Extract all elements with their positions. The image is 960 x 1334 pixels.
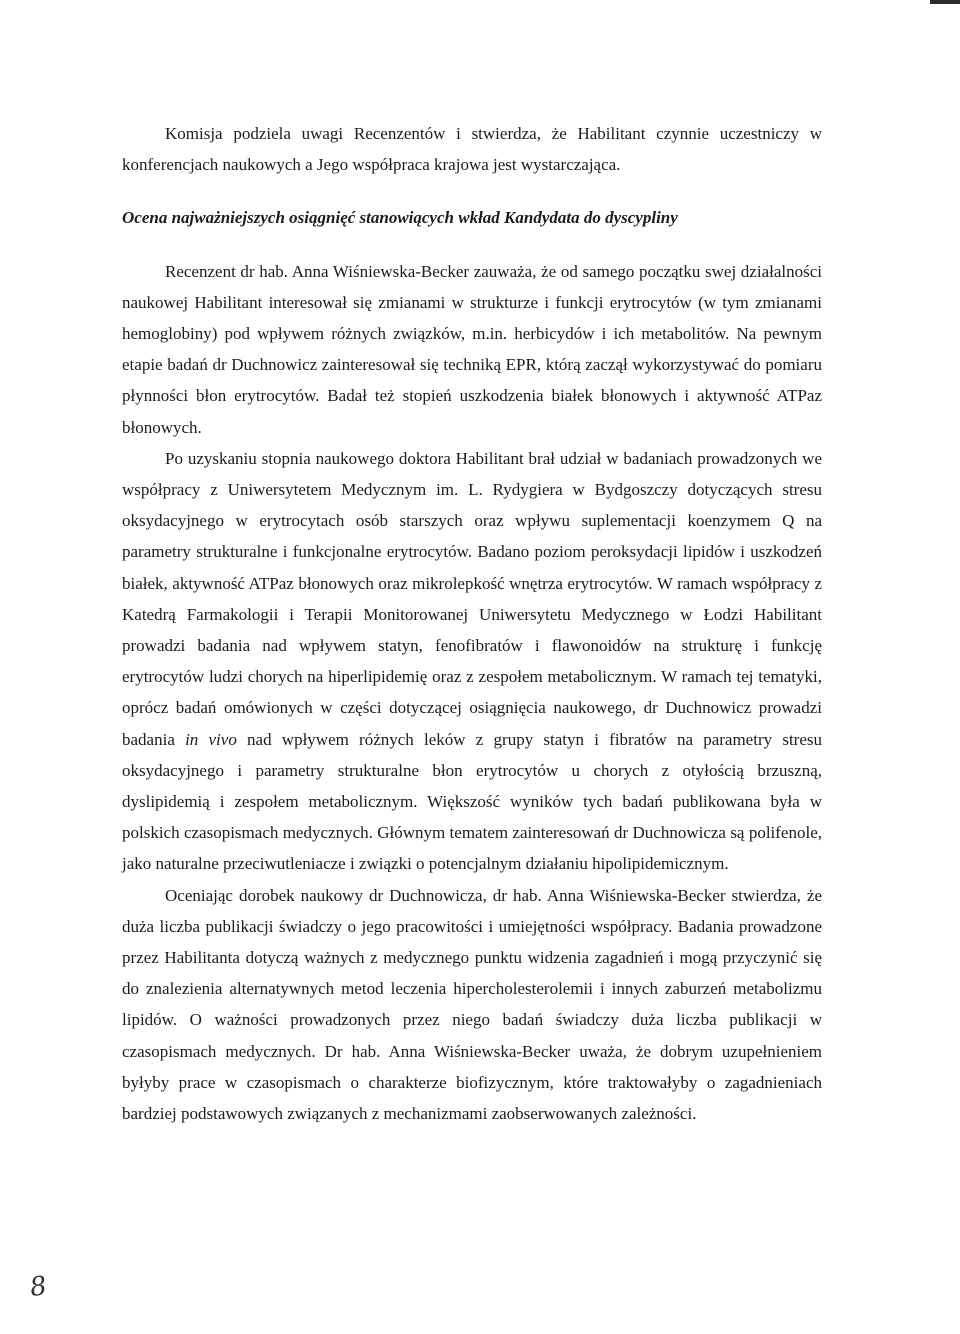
paragraph-text: nad wpływem różnych leków z grupy statyn i fibratów na parametry stresu oksydacyjnego i parametry strukturalne błon erytrocytów u chorych z otyłością brzuszną, dyslipidemią i zespołem metabolicznym. Większość wyników tych badań publikowana była w polskich czasopismach medycznych. Głównym tematem zainteresowań dr Duchnowicza są polifenole, jako naturalne przeciwutleniacze i związki o potencjalnym działaniu hipolipidemicznym. bbox=[122, 729, 822, 874]
paragraph-research-collaboration bbox=[122, 443, 822, 880]
paragraph-text: Po uzyskaniu stopnia naukowego doktora Habilitant brał udział w badaniach prowadzonych we współpracy z Uniwersytetem Medycznym im. L. Rydygiera w Bydgoszczy dotyczących stresu oksydacyjnego w erytrocytach osób starszych oraz wpływu suplementacji koenzymem Q na parametry strukturalne i funkcjonalne erytrocytów. Badano poziom peroksydacji lipidów i uszkodzeń białek, aktywność ATPaz błonowych oraz mikrolepkość wnętrza erytrocytów. W ramach współpracy z Katedrą Farmakologii i Terapii Monitorowanej Uniwersytetu Medycznego w Łodzi Habilitant prowadzi badania nad wpływem statyn, fenofibratów i flawonoidów na strukturę i funkcję erytrocytów ludzi chorych na hiperlipidemię oraz z zespołem metabolicznym. W ramach tej tematyki, oprócz badań omówionych w części dotyczącej osiągnięcia naukowego, dr Duchnowicz prowadzi badania bbox=[122, 448, 822, 749]
spacer bbox=[122, 180, 822, 202]
spacer bbox=[122, 234, 822, 256]
section-heading: Ocena najważniejszych osiągnięć stanowiących wkład Kandydata do dyscypliny bbox=[122, 208, 678, 228]
scan-edge-mark bbox=[930, 0, 960, 4]
document-body bbox=[122, 118, 822, 1129]
paragraph-reviewer-notes: Recenzent dr hab. Anna Wiśniewska-Becker zauważa, że od samego początku swej działalności naukowej Habilitant interesował się zmianami w strukturze i funkcji erytrocytów (w tym zmianami hemoglobiny) pod wpływem różnych związków, m.in. herbicydów i ich metabolitów. Na pewnym etapie badań dr Duchnowicz zainteresował się techniką EPR, którą zaczął wykorzystywać do pomiaru płynności błon erytrocytów. Badał też stopień uszkodzenia białek błonowych i aktywność ATPaz błonowych. bbox=[122, 261, 822, 437]
page-number: 8 bbox=[27, 1270, 49, 1304]
paragraph-collaboration: Komisja podziela uwagi Recenzentów i stwierdza, że Habilitant czynnie uczestniczy w konferencjach naukowych a Jego współpraca krajowa jest wystarczająca. bbox=[122, 124, 822, 175]
paragraph-assessment: Oceniając dorobek naukowy dr Duchnowicza, dr hab. Anna Wiśniewska-Becker stwierdza, że duża liczba publikacji świadczy o jego pracowitości i umiejętności współpracy. Badania prowadzone przez Habilitanta dotyczą ważnych z medycznego punktu widzenia zagadnień i mogą przyczynić się do znalezienia alternatywnych metod leczenia hipercholesterolemii i innych zaburzeń metabolizmu lipidów. O ważności prowadzonych przez niego badań świadczy duża liczba publikacji w czasopismach medycznych. Dr hab. Anna Wiśniewska-Becker uważa, że dobrym uzupełnieniem byłyby prace w czasopismach o charakterze biofizycznym, które traktowałyby o zagadnieniach bardziej podstawowych związanych z mechanizmami zaobserwowanych zależności. bbox=[122, 885, 822, 1124]
latin-term: in vivo bbox=[185, 729, 237, 749]
